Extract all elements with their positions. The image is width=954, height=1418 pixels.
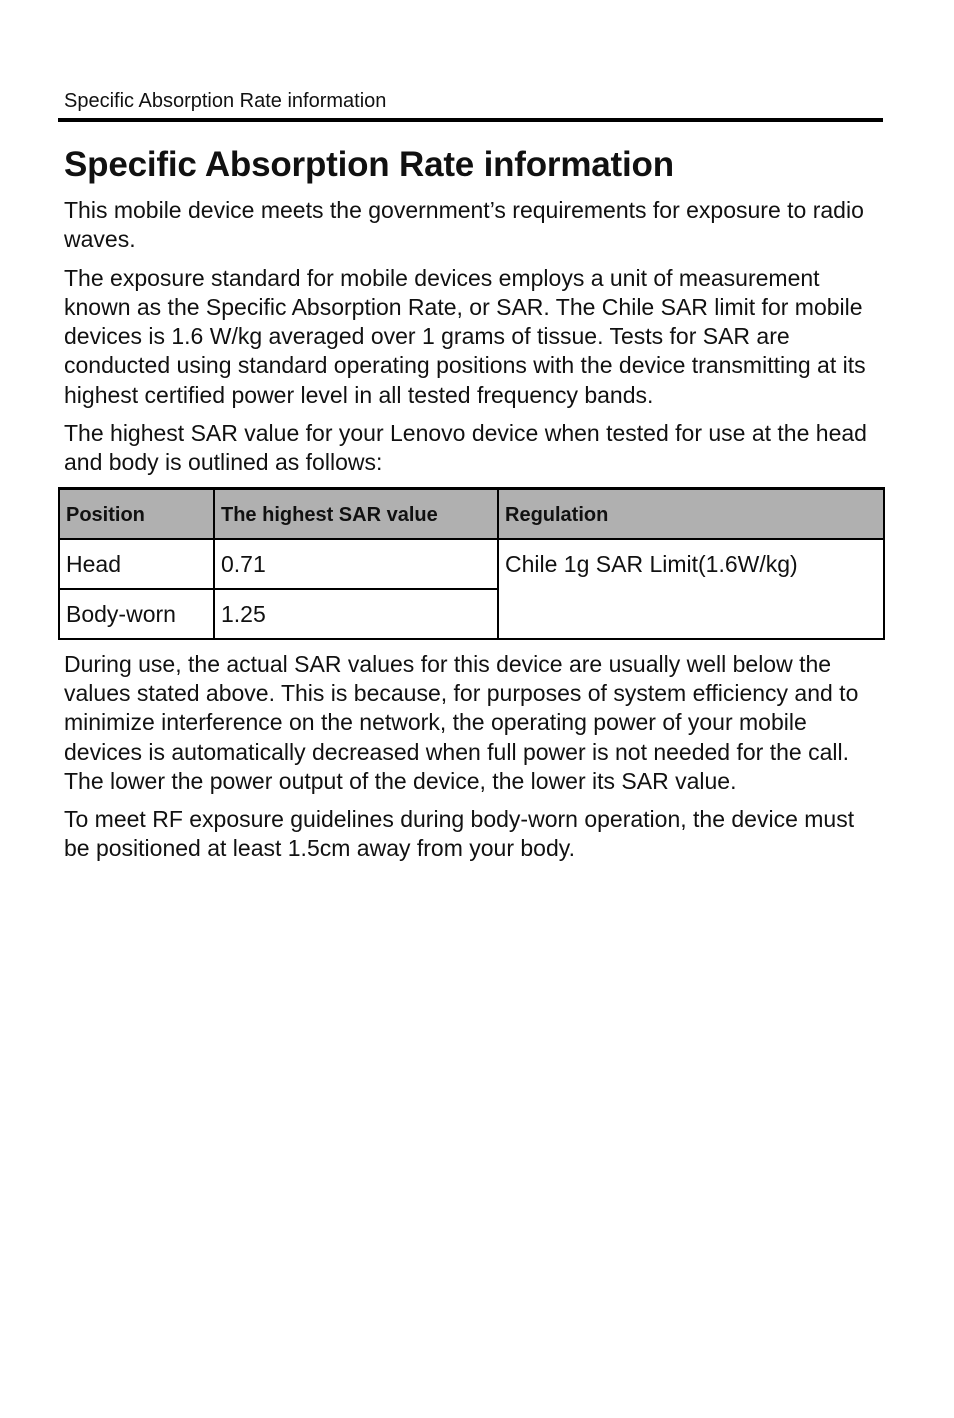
sar-standard-paragraph: The exposure standard for mobile devices employs a unit of measurement known as the Specific Absorption Rate, or SAR. The Chile SAR limit for mobile devices is 1.6 W/kg averaged over 1 grams of tissue. Tests for SAR are conducted using standard operating positions with the device transmitting at its highest certified power level in all tested frequency bands. <box>64 264 866 408</box>
page-content <box>64 143 884 873</box>
body-worn-guideline-paragraph: To meet RF exposure guidelines during body-worn operation, the device must be positioned at least 1.5cm away from your body. <box>64 806 855 862</box>
intro-paragraph: This mobile device meets the government’s requirements for exposure to radio waves. <box>64 197 864 253</box>
sar-value-cell: 0.71 <box>214 539 498 589</box>
sar-table <box>58 487 885 640</box>
column-header-sar-value: The highest SAR value <box>214 488 498 539</box>
page-title: Specific Absorption Rate information <box>64 145 674 184</box>
table-row <box>59 539 884 589</box>
running-header: Specific Absorption Rate information <box>64 90 387 112</box>
sar-value-cell: 1.25 <box>214 589 498 639</box>
actual-sar-paragraph: During use, the actual SAR values for this device are usually well below the values stated above. This is because, for purposes of system efficiency and to minimize interference on the network, the operating power of your mobile devices is automatically decreased when full power is not needed for the call. The lower the power output of the device, the lower its SAR value. <box>64 650 859 794</box>
position-cell: Body-worn <box>59 589 214 639</box>
regulation-cell: Chile 1g SAR Limit(1.6W/kg) <box>498 539 884 639</box>
column-header-regulation: Regulation <box>498 488 884 539</box>
header-rule <box>58 118 883 122</box>
column-header-position: Position <box>59 488 214 539</box>
position-cell: Head <box>59 539 214 589</box>
sar-values-intro-paragraph: The highest SAR value for your Lenovo device when tested for use at the head and body is outlined as follows: <box>64 420 867 476</box>
table-header-row <box>59 488 884 539</box>
